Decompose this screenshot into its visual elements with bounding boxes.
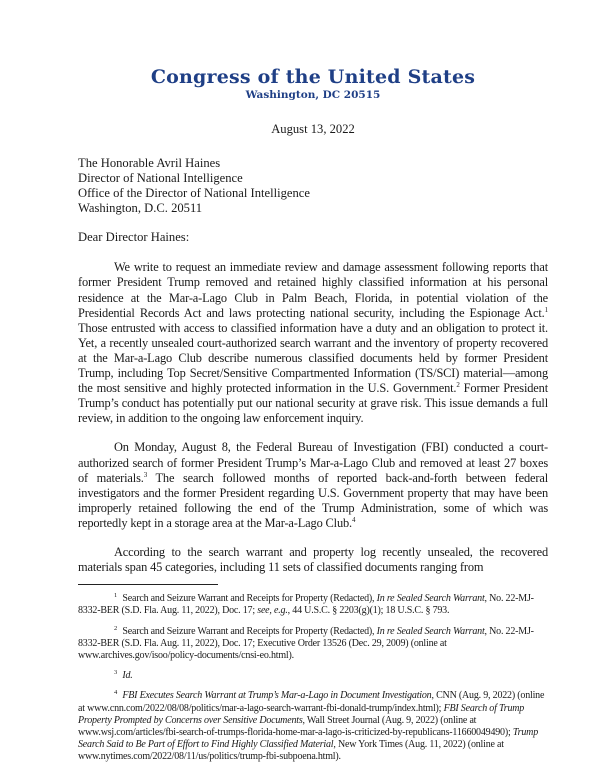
footnote-ref-4: 4 <box>352 515 356 524</box>
recipient-office: Office of the Director of National Intelligence <box>78 186 310 201</box>
footnote-ref-2: 2 <box>456 381 460 390</box>
footnote-1-text-c: , 44 U.S.C. § 2203(g)(1); 18 U.S.C. § 793. <box>287 605 450 617</box>
recipient-name: The Honorable Avril Haines <box>78 156 221 170</box>
footnote-4-text-c: , New York Times (Aug. 11, 2022) (online at www.nytimes.com/2022/08/11/us/politics/trump-fbi-subpoena.html). <box>78 739 504 763</box>
recipient-address <box>78 156 548 216</box>
footnote-3-text: Id. <box>120 670 133 682</box>
footnote-4-wsj-title: FBI Search of Trump Property Prompted by Concerns over Sensitive Documents <box>78 702 525 726</box>
footnote-4-text-b: , Wall Street Journal (Aug. 9, 2022) (online at www.wsj.com/articles/fbi-search-of-trumps-florida-home-mar-a-lago-is-criticized-by-republicans-11660049490); <box>78 714 513 738</box>
para1-text-a: We write to request an immediate review and damage assessment following reports that former President Trump removed and retained highly classified information at his personal residence at the Mar-a-Lago Club in Palm Beach, Florida, in potential violation of the Presidential Records Act and laws protecting national security, including the Espionage Act. <box>78 260 548 320</box>
footnote-ref-1: 1 <box>544 305 548 314</box>
recipient-title: Director of National Intelligence <box>78 171 243 186</box>
footnote-1 <box>78 593 548 617</box>
salutation: Dear Director Haines: <box>78 230 190 245</box>
footnote-1-text-a: Search and Seizure Warrant and Receipts for Property (Redacted), <box>120 593 377 605</box>
footnote-4-text-a: , CNN (Aug. 9, 2022) (online at www.cnn.com/2022/08/08/politics/mar-a-lago-search-warrant-fbi-donald-trump/index.html); <box>78 690 545 714</box>
body-paragraph-1 <box>78 260 548 426</box>
footnote-2-text-a: Search and Seizure Warrant and Receipts for Property (Redacted), <box>120 625 377 637</box>
footnote-2-text-b: , No. 22-MJ-8332-BER (S.D. Fla. Aug. 11, 2022), Doc. 17; Executive Order 13526 (Dec. 29, 2009) (online at www.archives.gov/isoo/policy-documents/cnsi-eo.html). <box>78 625 534 661</box>
footnote-1-mark: 1 <box>114 592 118 600</box>
footnote-4-nyt-title: Trump Search Said to Be Part of Effort to Find Highly Classified Material <box>78 726 538 751</box>
letter-date: August 13, 2022 <box>271 122 355 136</box>
para2-text-b: The search followed months of reported back-and-forth between federal investigators and the former President regarding U.S. Government property that may have been improperly retained following the end of the Trump Administration, some of which was reportedly kept in a storage area at the Mar-a-Lago Club. <box>78 470 548 530</box>
body-paragraph-2 <box>78 440 548 531</box>
footnote-divider <box>78 584 218 585</box>
recipient-city: Washington, D.C. 20511 <box>78 201 203 216</box>
footnote-2-case-name: In re Sealed Search Warrant <box>376 625 485 637</box>
footnote-1-case-name: In re Sealed Search Warrant <box>376 593 485 605</box>
footnote-4-mark: 4 <box>114 689 118 697</box>
footnote-2-mark: 2 <box>114 624 118 632</box>
para3-text: According to the search warrant and property log recently unsealed, the recovered materials span 45 categories, including 11 sets of classified documents ranging from <box>78 544 548 575</box>
letterhead <box>78 0 548 102</box>
footnote-1-text-b: , No. 22-MJ-8332-BER (S.D. Fla. Aug. 11, 2022), Doc. 17; <box>78 593 534 617</box>
para1-text-b: Those entrusted with access to classified information have a duty and an obligation to protect it. Yet, a recently unsealed court-authorized search warrant and the inventory of property recovered at the Mar-a-Lago Club describe numerous classified documents held by former President Trump, including Top Secret/Sensitive Compartmented Information (TS/SCI) material—among the most sensitive and highly protected information in the U.S. Government. <box>78 320 548 396</box>
footnote-1-signal: see, e.g. <box>257 605 288 617</box>
footnote-4-cnn-title: FBI Executes Search Warrant at Trump’s Mar-a-Lago in Document Investigation <box>120 690 432 702</box>
letterhead-city: Washington, DC 20515 <box>245 89 381 101</box>
footnote-2 <box>78 626 548 663</box>
footnote-3-mark: 3 <box>114 669 118 677</box>
body-paragraph-3 <box>78 545 548 575</box>
letterhead-title: Congress of the United States <box>150 66 476 88</box>
para2-text-a: On Monday, August 8, the Federal Bureau of Investigation (FBI) conducted a court-authorized search of former President Trump’s Mar-a-Lago Club and removed at least 27 boxes of materials. <box>78 440 548 485</box>
footnote-3 <box>78 670 548 682</box>
footnote-4 <box>78 690 548 763</box>
para1-text-c: Former President Trump’s conduct has potentially put our national security at grave risk. This issue demands a full review, in addition to the ongoing law enforcement inquiry. <box>78 381 548 426</box>
footnote-ref-3: 3 <box>143 470 148 479</box>
